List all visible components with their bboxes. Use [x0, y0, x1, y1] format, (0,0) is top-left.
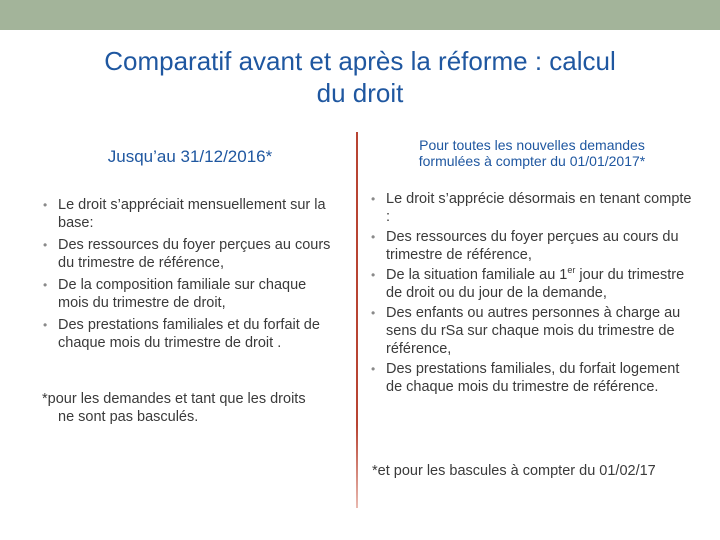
- bullet-icon: •: [43, 198, 48, 212]
- list-item: [40, 196, 340, 232]
- left-column-heading: Jusqu’au 31/12/2016*: [107, 147, 273, 166]
- list-item: [368, 360, 696, 396]
- bullet-icon: •: [371, 192, 376, 206]
- list-item: [368, 266, 696, 302]
- right-bullet-list: [368, 190, 696, 398]
- list-item-text: Des prestations familiales, du forfait logement de chaque mois du trimestre de référence.: [386, 361, 680, 395]
- list-item-text: Des enfants ou autres personnes à charge au sens du rSa sur chaque mois du trimestre de référence,: [386, 305, 681, 357]
- ordinal-superscript: er: [567, 265, 576, 276]
- list-item: [40, 236, 340, 272]
- list-item-text: Le droit s’appréciait mensuellement sur la base:: [58, 197, 326, 231]
- list-item: [40, 276, 340, 312]
- left-footnote-line-1: *pour les demandes et tant que les droits: [42, 391, 306, 407]
- list-item-text: Le droit s’apprécie désormais en tenant compte :: [386, 191, 692, 225]
- bullet-icon: •: [371, 268, 376, 282]
- right-footnote: *et pour les bascules à compter du 01/02/17: [372, 463, 656, 479]
- slide-title-line-1: Comparatif avant et après la réforme : calcul: [104, 46, 616, 76]
- list-item-text-start: De la situation familiale au 1: [386, 267, 568, 283]
- bullet-icon: •: [371, 306, 376, 320]
- bullet-icon: •: [371, 362, 376, 376]
- left-footnote-line-2: ne sont pas basculés.: [58, 409, 199, 425]
- slide-title: [40, 45, 680, 109]
- bullet-icon: •: [43, 318, 48, 332]
- left-footnote: [42, 390, 342, 426]
- list-item-text: Des prestations familiales et du forfait de chaque mois du trimestre de droit .: [58, 317, 320, 351]
- right-column-heading: [372, 137, 692, 169]
- bullet-icon: •: [43, 278, 48, 292]
- right-heading-line-2: formulées à compter du 01/01/2017*: [418, 153, 646, 169]
- bullet-icon: •: [371, 230, 376, 244]
- list-item-text: Des ressources du foyer perçues au cours du trimestre de référence,: [58, 237, 331, 271]
- list-item: [40, 316, 340, 352]
- list-item: [368, 190, 696, 226]
- list-item-text: Des ressources du foyer perçues au cours du trimestre de référence,: [386, 229, 679, 263]
- left-bullet-list: [40, 196, 340, 356]
- bullet-icon: •: [43, 238, 48, 252]
- list-item-text: De la composition familiale sur chaque mois du trimestre de droit,: [58, 277, 307, 311]
- column-divider: [356, 132, 358, 508]
- slide-title-line-2: du droit: [316, 78, 404, 108]
- list-item-text-end: jour du trimestre de droit ou du jour de la demande,: [386, 267, 685, 301]
- top-decorative-bar: [0, 0, 720, 30]
- list-item: [368, 228, 696, 264]
- right-heading-line-1: Pour toutes les nouvelles demandes: [419, 137, 645, 153]
- list-item: [368, 304, 696, 358]
